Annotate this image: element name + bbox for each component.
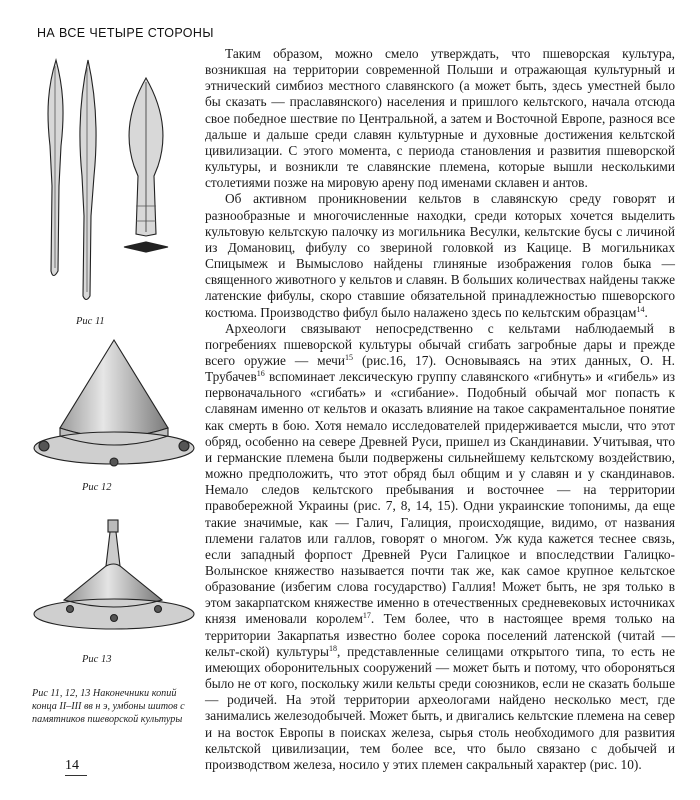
paragraph-2: Об активном проникновении кельтов в славянскую среду говорят и разнообразные и многочисленные находки, среди которых хочется выделить культовую кельтскую палочку из могильника Весулки, кельтские бусы с личиной из Домановиц, фибулу со звериной головкой из Кацице. В могильниках Спицымеж и Вымыслово найдены глиняные изображения голов быка — священного животного у кельтов и славян. В больших количествах найдены также латенские фибулы, скоро ставшие обязательной принадлежностью пшеворского костюма. Производство фибул было налажено здесь по кельтским образцам$^{14}$. — [205, 191, 675, 320]
spearhead-2 — [80, 60, 96, 300]
footnote-ref-18: 18 — [328, 643, 337, 653]
figure-11-spearheads — [38, 56, 188, 304]
figure-13-shield-boss — [30, 518, 198, 648]
main-body-text — [205, 46, 675, 773]
figure-column — [30, 50, 202, 750]
page-number: 14 — [65, 758, 79, 773]
page-number-rule — [65, 775, 87, 776]
figure-12-caption: Рис 12 — [82, 482, 112, 493]
figure-13-caption: Рис 13 — [82, 654, 112, 665]
spearhead-1 — [48, 60, 63, 276]
running-header: НА ВСЕ ЧЕТЫРЕ СТОРОНЫ — [37, 26, 214, 40]
figures-legend: Рис 11, 12, 13 Наконечники копий конца II–III вв н э, умбоны шитов с памятников пшеворской культуры — [32, 688, 185, 725]
paragraph-3: Археологи связывают непосредственно с кельтами наблюдаемый в погребениях пшеворской культуры обычай сгибать загробные дары и прежде всего оружие — мечи$^{15}$ (рис.16, 17). Основываясь на этих данных, О. Н. Трубачев$^{16}$ вспоминает лексическую группу славянского «гибнуть» и «гибель» из первоначального «сгибать» и «сгибание». Подобный обычай мог попасть к славянам именно от кельтов и оказать влияние на такое сакраментальное понятие как смерть в бою. Хотя немало исследователей придерживается мысли, что этот обряд, особенно на севере Древней Руси, пришел из Скандинавии. Учитывая, что и германские племена были подвержены сильнейшему кельтскому воздействию, можно предположить, что этот обряд был общим и у славян и у скандинавов. Немало следов кельтского пребывания и восточнее — на территории правобережной Украины (рис. 7, 8, 14, 15). Одни украинские топонимы, да еще такие значимые, как — Галич, Галиция, происходящие, видимо, от названия племени галатов или галлов, говорят о многом. Уж куда кажется теснее связь, если западный форпост Древней Руси Галицкое и впоследствии Галицко-Волынское княжество называется почти так же, как самое крупное кельтское образование (избегим слова государство) Галлия! Может быть, не зря только в этом закарпатском княжестве именно в отечественных средневековых источниках князя именовали королем$^{17}$. Тем более, что в настоящее время только на территории Закарпатья известно более сорока поселений латенской (читай — кельт-ской) культуры$^{18}$, представленные селищами открытого типа, то есть не имеющих оборонительных сооружений — может быть и потому, что обороняться было не от кого, поскольку жили кельты среди союзников, если не сказать больше — родичей. На этой территории археологами найдено несколько мест, где занимались железодобычей. Может быть, и двигались кельтские племена на север и на восток Европы в поисках железа, сырья столь необходимого для развития кельтской цивилизации, тем более все, что было связано с добычей и производством железа, носило у этих племен сакральный характер (рис. 10). — [205, 320, 675, 772]
footnote-ref-14: 14 — [636, 304, 645, 314]
footnote-ref-17: 17 — [362, 611, 371, 621]
cross-section — [124, 242, 168, 252]
paragraph-1: Таким образом, можно смело утверждать, что пшеворская культура, возникшая на территории современной Польши и отражающая культурный и этнический симбиоз местного славянского (а может быть, здесь уместней было бы сказать — праславянского) населения и пришлого кельтского, начала отсюда свое победное шествие по Центральной, а затем и Восточной Европе, разнося все дальше и дальше среди славян культурные и духовные достижения кельтской цивилизации. С этого момента, с периода становления и развития пшеворской культуры, и возникли те славянские племена, которые вышли несколькими столетиями позже на мировую арену под именами склавен и антов. — [205, 46, 675, 191]
footnote-ref-16: 16 — [256, 369, 265, 379]
footnote-ref-15: 15 — [345, 352, 354, 362]
figure-12-shield-boss — [30, 336, 198, 476]
figure-11-caption: Рис 11 — [76, 316, 105, 327]
